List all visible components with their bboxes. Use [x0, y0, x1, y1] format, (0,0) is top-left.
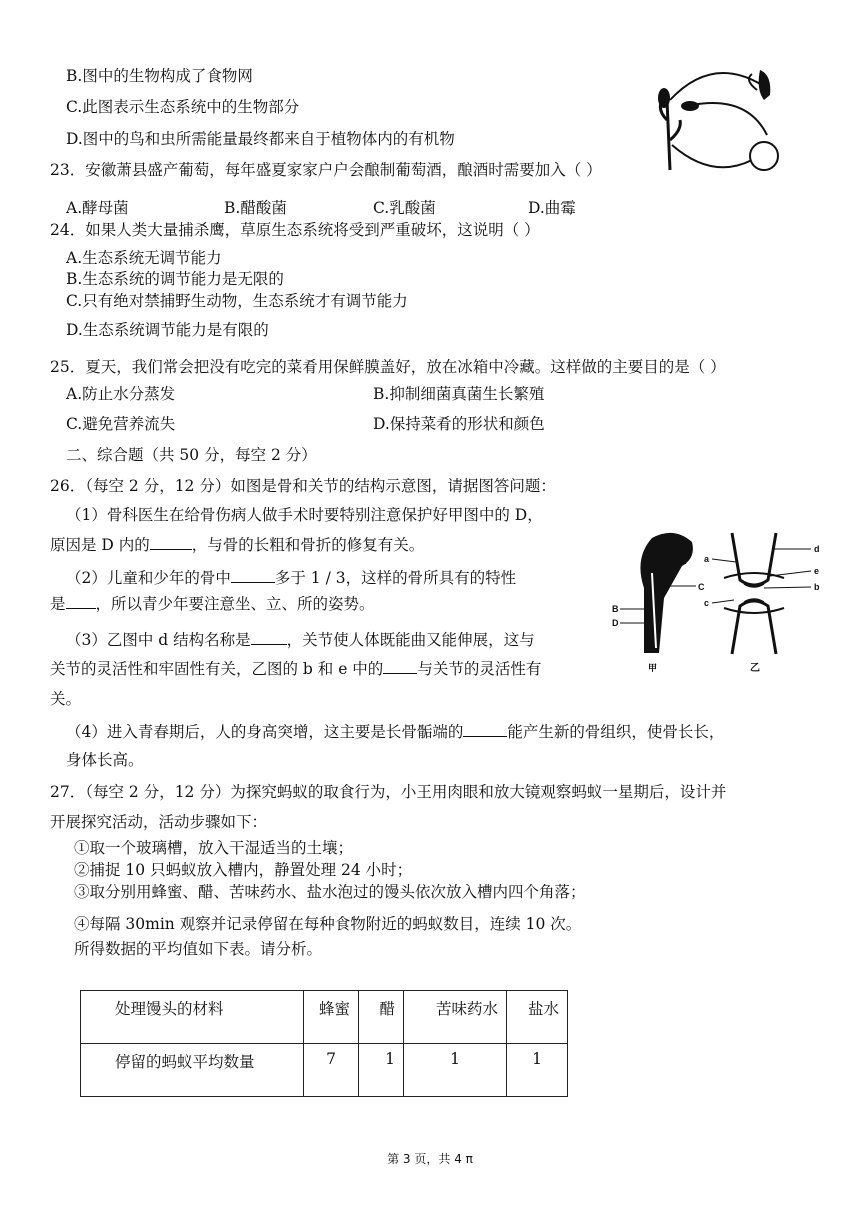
bone-joint-figure	[604, 528, 830, 676]
table-cell: 1	[404, 1044, 507, 1097]
q23-option-c: C.乳酸菌	[373, 199, 436, 217]
food-web-figure	[652, 60, 787, 180]
q26-part3-line1: （3）乙图中 d 结构名称是 ，关节使人体既能曲又能伸展，这与	[66, 631, 535, 649]
label-d: d	[814, 544, 820, 554]
bird-icon	[759, 70, 771, 100]
label-A: A	[680, 556, 687, 566]
food-web-arrow-bottom	[672, 145, 752, 167]
figure-yi-joint	[704, 533, 820, 674]
q25-stem: 25．夏天，我们常会把没有吃完的菜肴用保鲜膜盖好，放在冰箱中冷藏。这样做的主要目的是（ ）	[50, 358, 726, 376]
label-yi: 乙	[750, 663, 760, 674]
plant-icon	[660, 100, 680, 170]
ant-data-table	[80, 990, 568, 1097]
q26-part3-line2: 关节的灵活性和牢固性有关，乙图的 b 和 e 中的 与关节的灵活性有	[50, 660, 542, 678]
q24-option-a: A.生态系统无调节能力	[66, 249, 222, 267]
q27-stem-line2: 开展探究活动，活动步骤如下：	[50, 813, 268, 831]
table-cell: 1	[359, 1044, 404, 1097]
q27-step-3: ③取分别用蜂蜜、醋、苦味药水、盐水泡过的馒头依次放入槽内四个角落；	[74, 883, 586, 901]
table-header-cell: 苦味药水	[404, 991, 507, 1044]
q26-part2-line2: 是 ，所以青少年要注意坐、立、所的姿势。	[50, 595, 375, 613]
q26-part2-line1: （2）儿童和少年的骨中 多于 1 / 3，这样的骨所具有的特性	[66, 569, 517, 587]
table-header-cell: 醋	[359, 991, 404, 1044]
q26-part4-line2: 身体长高。	[66, 751, 144, 769]
food-web-arrow-top	[670, 73, 762, 100]
decomposer-circle-icon	[750, 142, 778, 170]
section-2-heading: 二、综合题（共 50 分，每空 2 分）	[66, 446, 317, 464]
table-header-row	[81, 991, 568, 1044]
insect-icon	[681, 101, 699, 111]
label-D: D	[612, 618, 619, 628]
q24-stem: 24．如果人类大量捕杀鹰，草原生态系统将受到严重破坏，这说明（ ）	[50, 221, 540, 239]
table-header-cell: 盐水	[507, 991, 568, 1044]
q24-option-b: B.生态系统的调节能力是无限的	[66, 270, 284, 288]
q26-part3-line3: 关。	[50, 690, 82, 708]
table-header-cell: 处理馒头的材料	[81, 991, 304, 1044]
label-b: b	[814, 582, 820, 592]
q25-option-b: B.抑制细菌真菌生长繁殖	[373, 385, 545, 403]
label-B: B	[612, 604, 619, 614]
q24-option-d: D.生态系统调节能力是有限的	[66, 321, 269, 339]
label-a: a	[704, 554, 710, 564]
table-cell: 7	[304, 1044, 359, 1097]
page-footer: 第 3 页，共 4 π	[387, 1152, 473, 1166]
label-jia: 甲	[648, 664, 658, 674]
answer-blank[interactable]	[251, 630, 287, 645]
q27-stem-line1: 27．（每空 2 分，12 分）为探究蚂蚁的取食行为，小王用肉眼和放大镜观察蚂蚁一星期后，设计并	[50, 783, 727, 801]
q26-part4-line1: （4）进入青春期后，人的身高突增，这主要是长骨骺端的 能产生新的骨组织，使骨长长，	[66, 723, 725, 741]
q22-option-c: C.此图表示生态系统中的生物部分	[66, 98, 300, 116]
label-c: c	[704, 598, 710, 608]
food-web-arrow-mid	[692, 103, 767, 135]
q23-option-b: B.醋酸菌	[224, 199, 287, 217]
q27-summary: 所得数据的平均值如下表。请分析。	[74, 940, 323, 958]
q27-step-4: ④每隔 30min 观察并记录停留在每种食物附近的蚂蚁数目，连续 10 次。	[74, 915, 582, 933]
table-cell: 停留的蚂蚁平均数量	[81, 1044, 304, 1097]
q25-option-d: D.保持菜肴的形状和颜色	[373, 415, 545, 433]
q26-stem: 26．（每空 2 分，12 分）如图是骨和关节的结构示意图，请据图答问题：	[50, 477, 556, 495]
table-row	[81, 1044, 568, 1097]
label-e: e	[814, 566, 820, 576]
answer-blank[interactable]	[231, 568, 275, 583]
q25-option-a: A.防止水分蒸发	[66, 385, 176, 403]
q24-option-c: C.只有绝对禁捕野生动物，生态系统才有调节能力	[66, 292, 408, 310]
q27-step-2: ②捕捉 10 只蚂蚁放入槽内，静置处理 24 小时；	[74, 861, 413, 879]
q22-option-d: D.图中的鸟和虫所需能量最终都来自于植物体内的有机物	[66, 130, 455, 148]
q25-option-c: C.避免营养流失	[66, 415, 176, 433]
q23-option-d: D.曲霉	[528, 199, 576, 217]
answer-blank[interactable]	[383, 659, 417, 674]
answer-blank[interactable]	[463, 722, 507, 737]
q22-option-b: B.图中的生物构成了食物网	[66, 67, 253, 85]
label-C: C	[698, 582, 705, 592]
table-header-cell: 蜂蜜	[304, 991, 359, 1044]
figure-jia-long-bone	[612, 533, 705, 674]
q23-stem: 23．安徽萧县盛产葡萄，每年盛夏家家户户会酿制葡萄酒，酿酒时需要加入（ ）	[50, 161, 602, 179]
q26-part1-line2: 原因是 D 内的 ，与骨的长粗和骨折的修复有关。	[50, 536, 425, 554]
q26-part1-line1: （1）骨科医生在给骨伤病人做手术时要特别注意保护好甲图中的 D，	[66, 506, 543, 524]
q23-option-a: A.酵母菌	[66, 199, 129, 217]
answer-blank[interactable]	[150, 535, 192, 550]
table-cell: 1	[507, 1044, 568, 1097]
answer-blank[interactable]	[66, 594, 96, 609]
q27-step-1: ①取一个玻璃槽，放入干湿适当的土壤；	[74, 839, 354, 857]
